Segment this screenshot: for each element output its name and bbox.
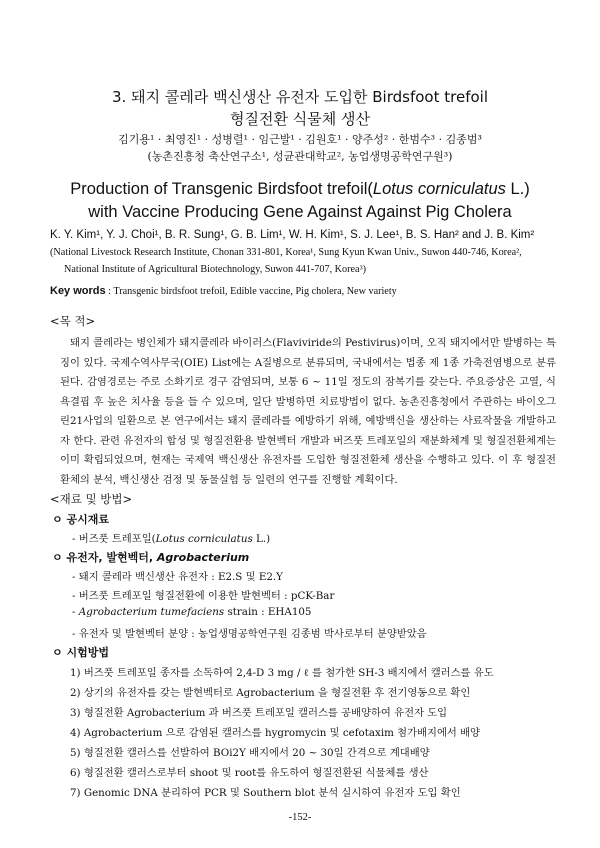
keywords-label: Key words xyxy=(50,285,106,297)
purpose-body: 돼지 콜레라는 병인체가 돼지콜레라 바이러스(Flaviviride의 Pestivirus)이며, 오직 돼지에서만 발병하는 특징이 있다. 국제수역사무국(OIE) List에는 A질병으로 분류되며, 국내에서는 법종 제 1종 가축전염병으로 분류된다. 감염경로는 주로 소화기로 경구 감염되며, 보통 6 ~ 11일 정도의 잠복기를 갖는다. 주요증상은 고열, 식욕결핍 후 높은 치사율 등을 들 수 있으며, 일단 발병하면 치료방법이 없다. 농촌진흥청에서 주관하는 바이오그린21사업의 일환으로 본 연구에서는 돼지 콜레라를 예방하기 위해, 예방백신을 생산하는 사료작물을 개발하고자 한다. 관련 유전자의 합성 및 형질전환용 발현벡터 개발과 버즈풋 트레포일의 재분화체계 및 형질전환체계는 이미 확립되었으며, 현재는 국제역 백신생산 유전자를 도입한 형질전환체 생산을 수행하고 있다. 이 후 형질전환체의 분석, 백신생산 검정 및 동물실험 등 일련의 연구를 진행할 계획이다. xyxy=(60,337,556,486)
materials-heading: ㅇ 공시재료 xyxy=(52,513,109,526)
affiliation-line1: (National Livestock Research Institute, Chonan 331-801, Korea¹, Sung Kyun Kwan Univ., Suwon 440-746, Korea², xyxy=(50,247,522,258)
gene-item: - 버즈풋 트레포일 형질전환에 이용한 발현벡터 : pCK-Bar xyxy=(72,590,335,602)
english-affiliations xyxy=(50,244,580,278)
korean-title xyxy=(60,86,540,130)
korean-authors-names: 김기용¹ · 최영진¹ · 성병렬¹ · 임근발¹ · 김원호¹ · 양주성² · 한범수³ · 김종범³ xyxy=(118,133,482,146)
english-authors: K. Y. Kim¹, Y. J. Choi¹, B. R. Sung¹, G. B. Lim¹, W. H. Kim¹, S. J. Lee¹, B. S. Han² and J. B. Kim² xyxy=(50,229,535,241)
affiliation-line2: National Institute of Agricultural Biotechnology, Suwon 441-707, Korea³) xyxy=(64,264,367,275)
method-step: 6) 형질전환 캘러스로부터 shoot 및 root를 유도하여 형질전환된 식물체를 생산 xyxy=(70,767,429,779)
english-title-line1-post: L.) xyxy=(505,180,530,198)
page-number: -152- xyxy=(288,812,312,823)
method-step: 1) 버즈풋 트레포일 종자를 소독하여 2,4-D 3 mg / ℓ 를 첨가한 SH-3 배지에서 캘러스를 유도 xyxy=(70,667,494,679)
methods-heading: <재료 및 방법> xyxy=(50,492,133,506)
english-title-line1-pre: Production of Transgenic Birdsfoot trefoil( xyxy=(70,180,373,198)
method-step: 7) Genomic DNA 분리하여 PCR 및 Southern blot 분석 실시하여 유전자 도입 확인 xyxy=(70,787,461,799)
material-species: Lotus corniculatus xyxy=(155,533,253,545)
method-step: 4) Agrobacterium 으로 감염된 캘러스를 hygromycin 및 cefotaxim 첨가배지에서 배양 xyxy=(70,727,481,739)
english-title-line1 xyxy=(30,178,570,201)
method-step: 5) 형질전환 캘러스를 선발하여 BOi2Y 배지에서 20 ~ 30일 간격으로 계대배양 xyxy=(70,747,430,759)
gene-heading-pre: ㅇ 유전자, 발현벡터, xyxy=(52,551,157,564)
keywords xyxy=(50,285,570,297)
keywords-text: : Transgenic birdsfoot trefoil, Edible vaccine, Pig cholera, New variety xyxy=(105,286,397,297)
korean-title-line2: 형질전환 식물체 생산 xyxy=(230,110,370,128)
method-step: 3) 형질전환 Agrobacterium 과 버즈풋 트레포일 캘러스를 공배양하여 유전자 도입 xyxy=(70,707,448,719)
gene-heading-agro: Agrobacterium xyxy=(156,551,250,564)
english-title-line2: with Vaccine Producing Gene Against Against Pig Cholera xyxy=(88,203,512,221)
strain-post: strain : EHA105 xyxy=(224,606,312,618)
strain-pre: - xyxy=(72,606,79,618)
material-item-post: L.) xyxy=(252,533,271,545)
species-name: Lotus corniculatus xyxy=(372,180,506,198)
strain-species: Agrobacterium tumefaciens xyxy=(78,606,225,618)
method-step: 2) 상기의 유전자를 갖는 발현벡터로 Agrobacterium 을 형질전환 후 전기영동으로 확인 xyxy=(70,687,471,699)
purpose-heading: <목 적> xyxy=(50,314,96,328)
source-item: - 유전자 및 발현벡터 분양 : 농업생명공학연구원 김종범 박사로부터 분양받았음 xyxy=(72,628,427,640)
material-item-pre: - 버즈풋 트레포일( xyxy=(72,533,156,545)
english-title xyxy=(30,178,570,224)
gene-heading xyxy=(52,549,249,565)
korean-affiliations: (농촌진흥청 축산연구소¹, 성균관대학교², 농업생명공학연구원³) xyxy=(147,150,453,163)
strain-item xyxy=(72,606,311,618)
gene-item: - 돼지 콜레라 백신생산 유전자 : E2.S 및 E2.Y xyxy=(72,571,283,583)
material-item xyxy=(72,530,270,545)
test-method-heading: ㅇ 시험방법 xyxy=(52,646,109,659)
korean-title-line1: 3. 돼지 콜레라 백신생산 유전자 도입한 Birdsfoot trefoil xyxy=(112,88,488,106)
korean-authors xyxy=(40,131,560,165)
